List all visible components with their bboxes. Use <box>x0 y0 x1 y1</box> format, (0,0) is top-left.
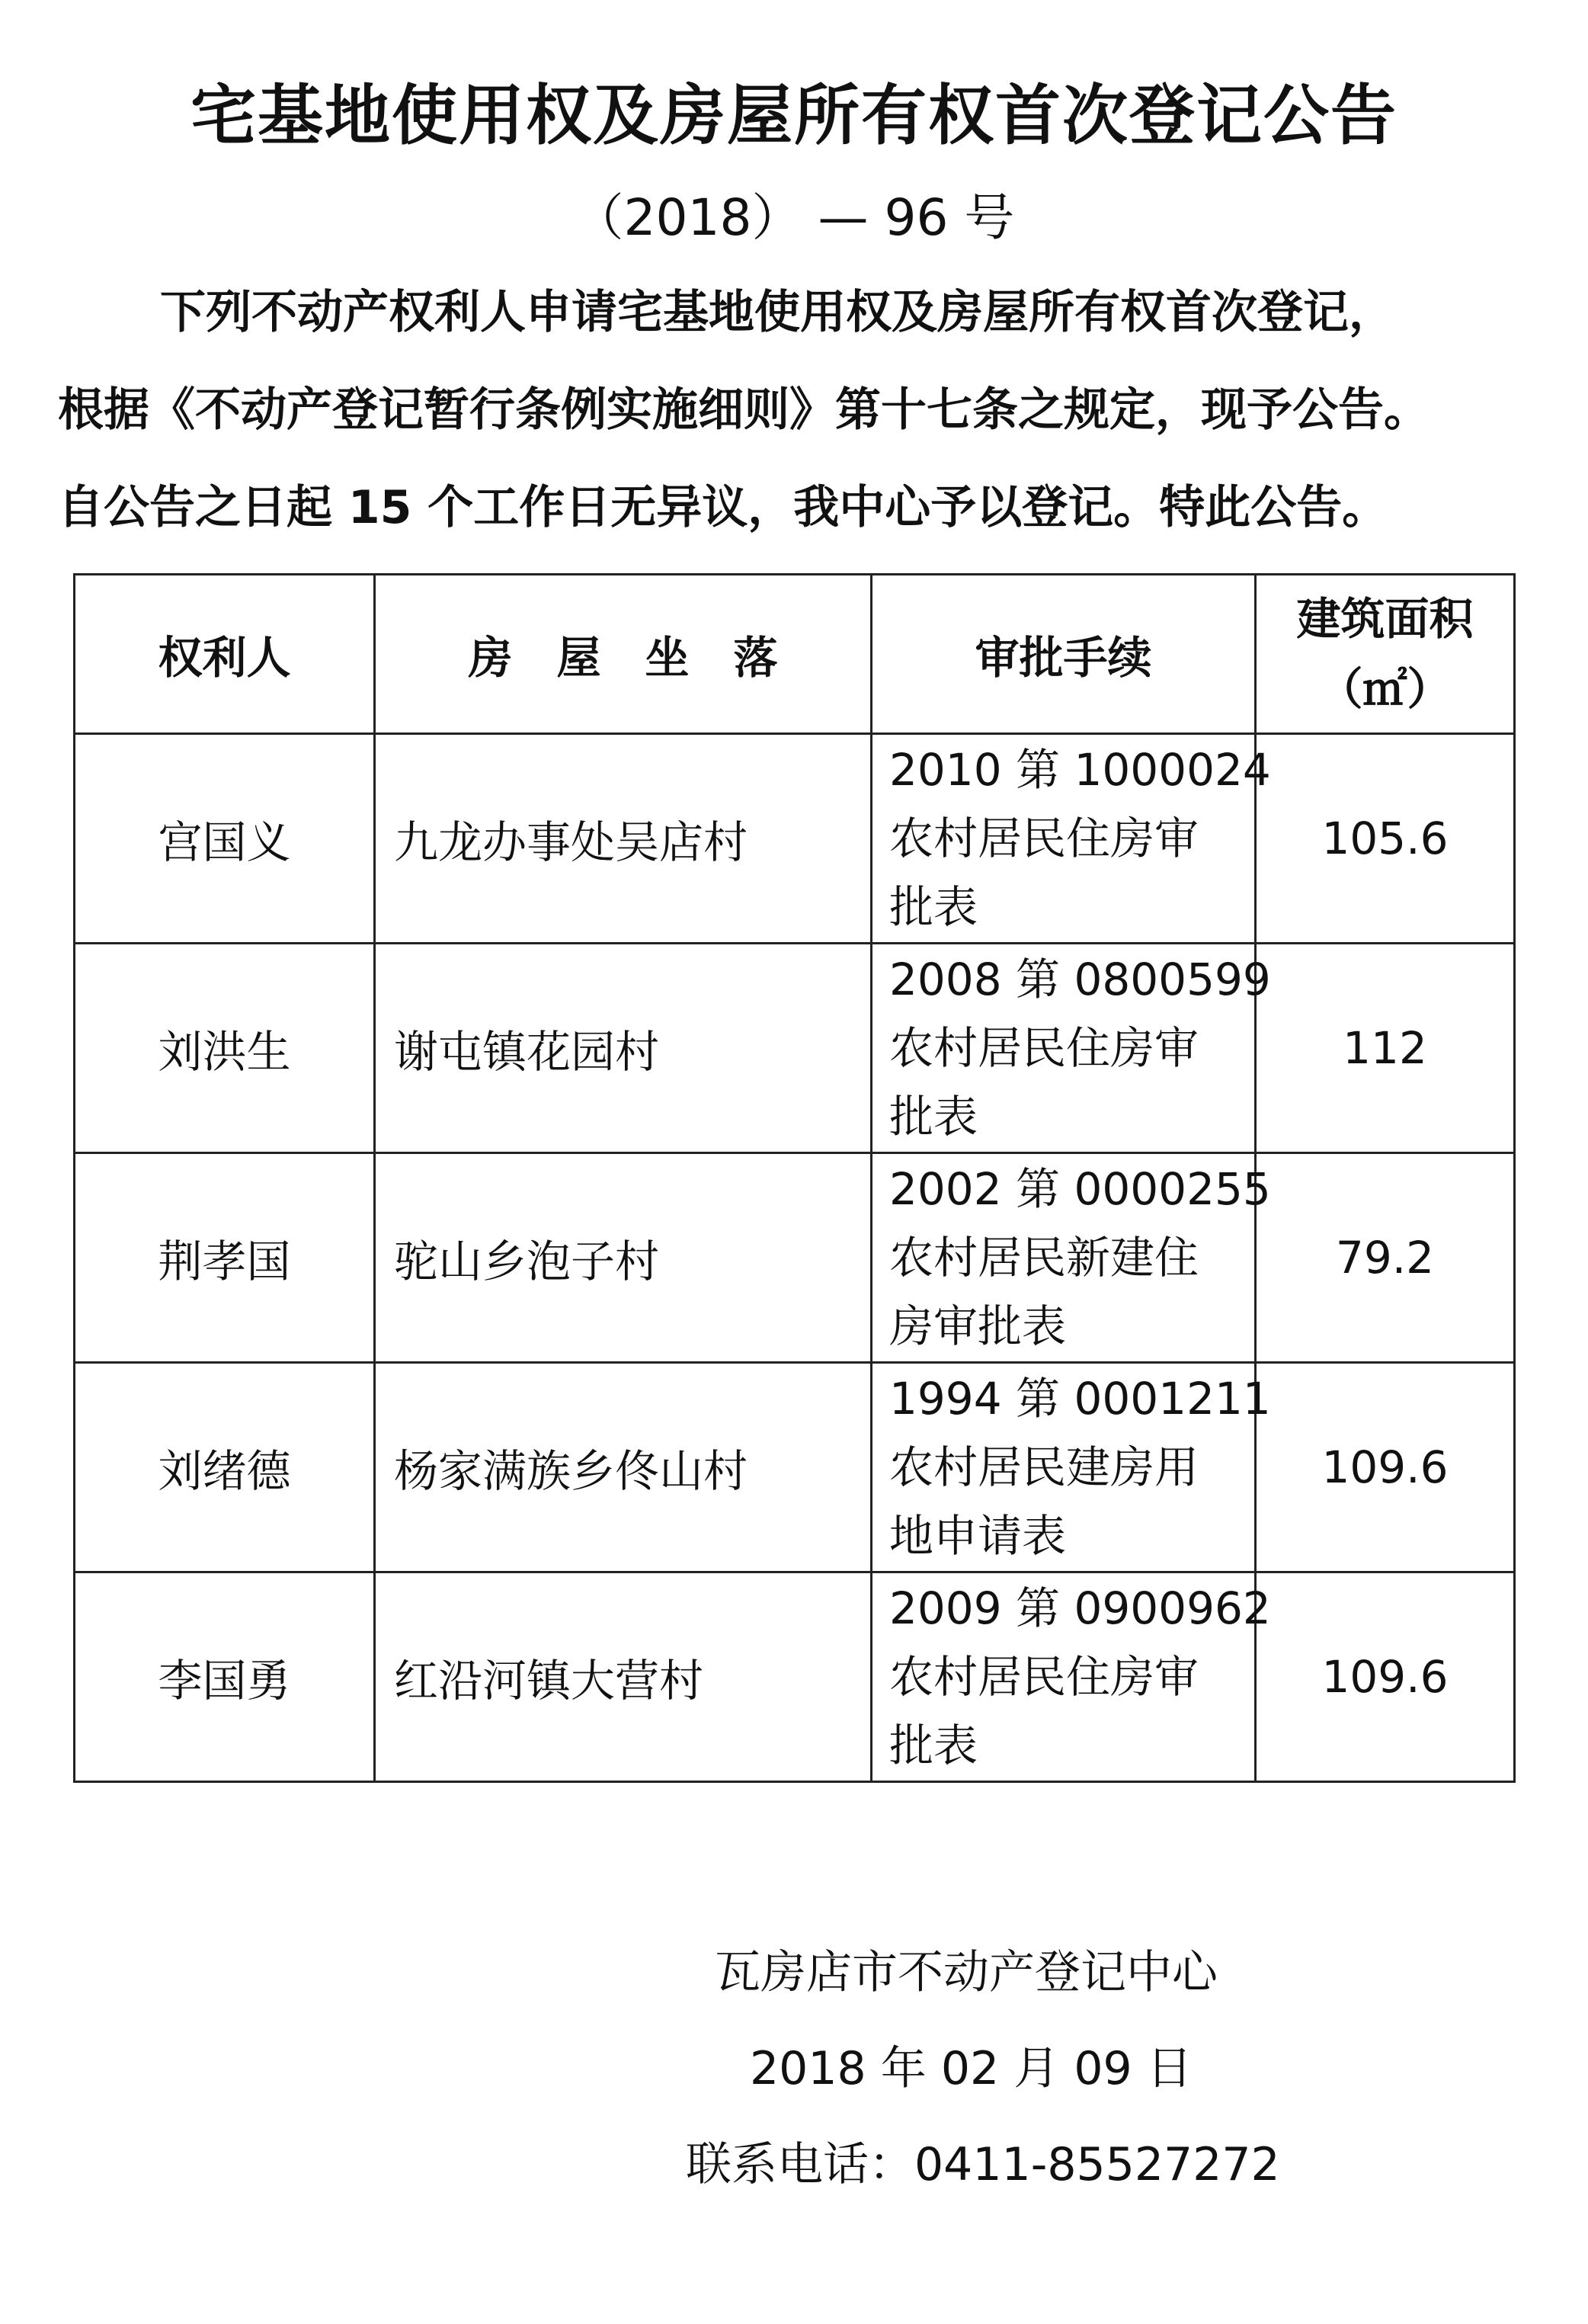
table-row <box>75 1363 1515 1572</box>
approval-form-line: 房审批表 <box>889 1300 1067 1352</box>
table-row <box>75 734 1515 944</box>
approval-number: 2009 第 0900962 <box>889 1582 1271 1634</box>
contact-phone: 联系电话：0411-85527272 <box>686 2138 1280 2191</box>
registration-table <box>73 573 1516 1783</box>
table-row <box>75 944 1515 1153</box>
approval-number: 2008 第 0800599 <box>889 954 1271 1005</box>
approval-form-line: 农村居民住房审 <box>889 1022 1199 1074</box>
header-location: 房 屋 坐 落 <box>375 575 872 734</box>
issuing-organization: 瓦房店市不动产登记中心 <box>715 1946 1218 1999</box>
approval-form-line: 农村居民建房用 <box>889 1441 1199 1493</box>
area-cell: 109.6 <box>1256 1363 1515 1572</box>
notice-paragraph-line-1: 下列不动产权利人申请宅基地使用权及房屋所有权首次登记， <box>160 286 1394 339</box>
area-cell: 79.2 <box>1256 1153 1515 1363</box>
header-area <box>1256 575 1515 734</box>
header-owner: 权利人 <box>75 575 375 734</box>
location-cell: 红沿河镇大营村 <box>375 1572 872 1782</box>
area-cell: 112 <box>1256 944 1515 1153</box>
approval-form-line: 批表 <box>889 881 978 933</box>
location-cell: 谢屯镇花园村 <box>375 944 872 1153</box>
area-cell: 109.6 <box>1256 1572 1515 1782</box>
approval-number: 2002 第 0000255 <box>889 1163 1271 1215</box>
issue-date: 2018 年 02 月 09 日 <box>750 2042 1193 2095</box>
notice-paragraph-line-2: 根据《不动产登记暂行条例实施细则》第十七条之规定，现予公告。 <box>58 383 1430 437</box>
owner-cell: 李国勇 <box>75 1572 375 1782</box>
table-row <box>75 1153 1515 1363</box>
owner-cell: 刘绪德 <box>75 1363 375 1572</box>
header-approval: 审批手续 <box>872 575 1256 734</box>
owner-cell: 刘洪生 <box>75 944 375 1153</box>
header-area-unit: （㎡） <box>1318 663 1452 715</box>
area-cell: 105.6 <box>1256 734 1515 944</box>
approval-cell <box>872 1363 1271 1572</box>
approval-form-line: 批表 <box>889 1091 978 1143</box>
approval-number: 1994 第 0001211 <box>889 1373 1271 1425</box>
approval-number: 2010 第 1000024 <box>889 744 1271 796</box>
approval-form-line: 批表 <box>889 1720 978 1771</box>
approval-form-line: 农村居民新建住 <box>889 1232 1199 1284</box>
approval-cell <box>872 1153 1271 1363</box>
table-header-row <box>75 575 1515 734</box>
location-cell: 杨家满族乡佟山村 <box>375 1363 872 1572</box>
approval-cell <box>872 734 1271 944</box>
approval-form-line: 农村居民住房审 <box>889 1651 1199 1703</box>
notice-title: 宅基地使用权及房屋所有权首次登记公告 <box>190 78 1398 154</box>
header-area-label: 建筑面积 <box>1296 593 1474 645</box>
owner-cell: 荆孝国 <box>75 1153 375 1363</box>
document-number: （2018） — 96 号 <box>573 188 1015 247</box>
approval-form-line: 农村居民住房审 <box>889 813 1199 864</box>
table-row <box>75 1572 1515 1782</box>
owner-cell: 宫国义 <box>75 734 375 944</box>
notice-paragraph-line-3: 自公告之日起 15 个工作日无异议，我中心予以登记。特此公告。 <box>58 481 1388 534</box>
approval-cell <box>872 1572 1271 1782</box>
location-cell: 驼山乡泡子村 <box>375 1153 872 1363</box>
location-cell: 九龙办事处吴店村 <box>375 734 872 944</box>
approval-form-line: 地申请表 <box>889 1510 1067 1562</box>
approval-cell <box>872 944 1271 1153</box>
